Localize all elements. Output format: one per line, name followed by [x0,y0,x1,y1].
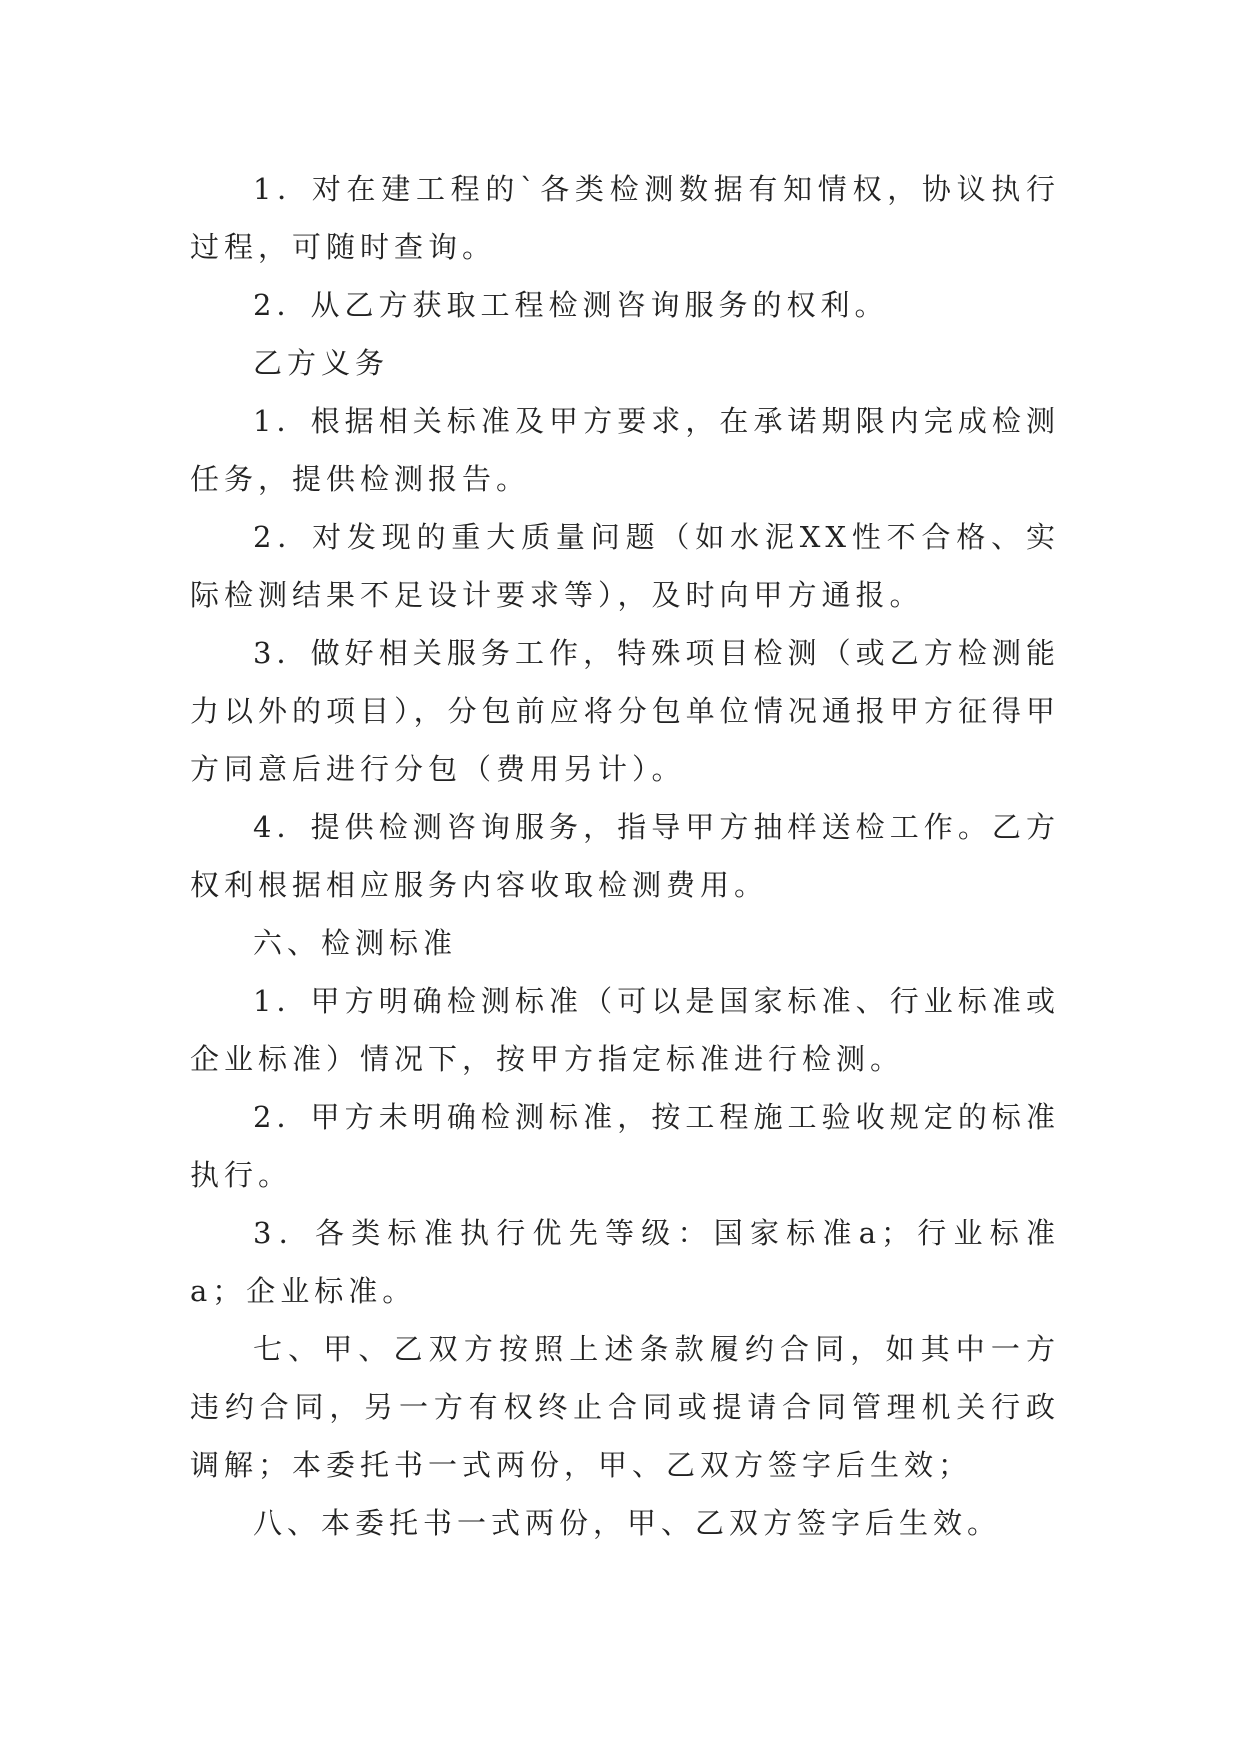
paragraph-obligation-2: 2．对发现的重大质量问题（如水泥XX性不合格、实际检测结果不足设计要求等），及时向甲方通报。 [190,520,1060,612]
paragraph-standard-1: 1．甲方明确检测标准（可以是国家标准、行业标准或企业标准）情况下，按甲方指定标准进行检测。 [190,984,1060,1076]
paragraph-obligation-3: 3．做好相关服务工作，特殊项目检测（或乙方检测能力以外的项目），分包前应将分包单位情况通报甲方征得甲方同意后进行分包（费用另计）。 [190,636,1060,786]
document-body [190,160,1060,1552]
paragraph-obligation-1: 1．根据相关标准及甲方要求，在承诺期限内完成检测任务，提供检测报告。 [190,404,1060,496]
section-heading-party-b-obligations: 乙方义务 [253,346,390,380]
paragraph-obligation-4: 4．提供检测咨询服务，指导甲方抽样送检工作。乙方权利根据相应服务内容收取检测费用。 [190,810,1060,902]
paragraph-right-1: 1．对在建工程的`各类检测数据有知情权，协议执行过程，可随时查询。 [190,172,1060,264]
paragraph-standard-2: 2．甲方未明确检测标准，按工程施工验收规定的标准执行。 [190,1100,1060,1192]
paragraph-standard-3: 3．各类标准执行优先等级：国家标准a；行业标准a；企业标准。 [190,1216,1060,1308]
paragraph-right-2: 2．从乙方获取工程检测咨询服务的权利。 [253,288,889,322]
paragraph-clause-8: 八、本委托书一式两份，甲、乙双方签字后生效。 [253,1506,1002,1540]
paragraph-clause-7: 七、甲、乙双方按照上述条款履约合同，如其中一方违约合同，另一方有权终止合同或提请合同管理机关行政调解；本委托书一式两份，甲、乙双方签字后生效； [190,1332,1060,1482]
section-heading-testing-standards: 六、检测标准 [253,926,458,960]
